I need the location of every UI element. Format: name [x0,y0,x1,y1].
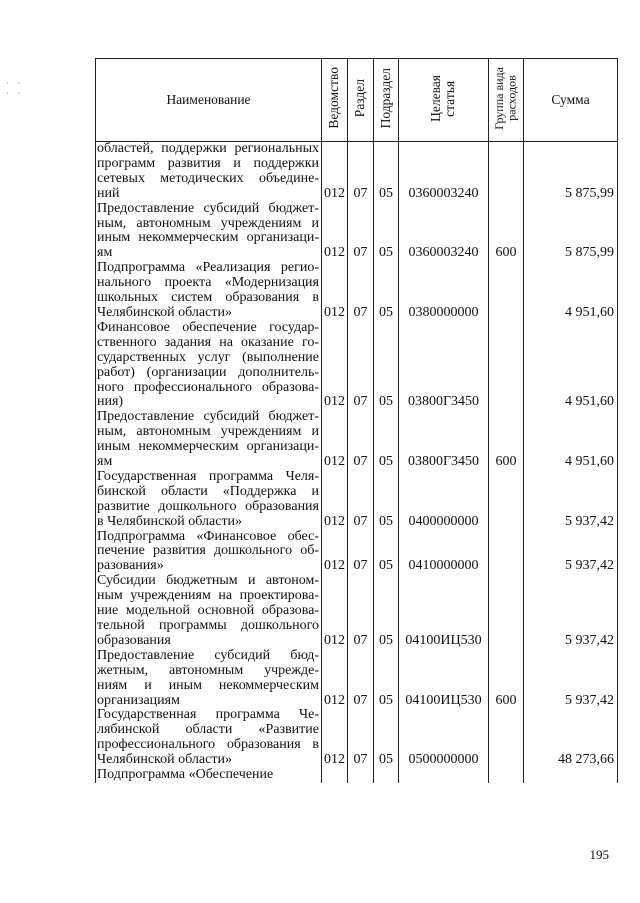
row-name [96,530,322,575]
header-razdel: Раздел [348,59,374,142]
row-name-line: Предоставление субсидий бюджет- [97,409,319,425]
row-gruppa: 600 [489,410,524,470]
row-name-line: профессионального образования в [97,737,319,753]
row-summa: 48 273,66 [524,708,618,768]
row-name-line: бинской области «Поддержка и [97,483,319,499]
row-name [96,142,322,202]
row-gruppa [489,470,524,530]
table-row [96,574,618,649]
table-header-row [96,59,618,142]
row-name-line: Предоставление субсидий бюд- [97,647,319,663]
row-summa: 4 951,60 [524,410,618,470]
row-name-line: Государственная программа Че- [97,707,319,723]
row-name-line: Государственная программа Челя- [97,468,319,484]
header-gruppa: Группа вида расходов [489,59,524,142]
row-summa: 5 937,42 [524,530,618,575]
row-razdel [348,768,374,783]
row-podrazdel: 05 [374,261,399,321]
row-razdel: 07 [348,470,374,530]
row-name-line: программ развития и поддержки [97,155,319,171]
row-name-line: ния) [97,394,124,410]
row-podrazdel: 05 [374,321,399,410]
header-podrazdel: Подраздел [374,59,399,142]
table-row [96,142,618,202]
row-name-line: нального проекта «Модернизация [97,275,319,291]
row-name-line: образования [97,632,171,648]
header-vedomstvo: Ведомство [322,59,348,142]
row-podrazdel: 05 [374,574,399,649]
row-gruppa: 600 [489,202,524,262]
row-gruppa [489,321,524,410]
row-celevaya: 0360003240 [399,202,489,262]
row-vedomstvo: 012 [322,261,348,321]
row-name-line: жетным, автономным учрежде- [97,662,319,678]
row-name-line: иным некоммерческим организаци- [97,439,319,455]
row-gruppa [489,574,524,649]
row-razdel: 07 [348,410,374,470]
row-summa: 4 951,60 [524,321,618,410]
row-celevaya [399,768,489,783]
row-name-line: Челябинской области» [97,304,232,320]
row-name-line: Челябинской области» [97,752,232,768]
row-celevaya: 0400000000 [399,470,489,530]
row-razdel: 07 [348,649,374,709]
table-row [96,649,618,709]
row-name-line: школьных систем образования в [97,290,319,306]
row-razdel: 07 [348,261,374,321]
table-row [96,321,618,410]
row-name-line: ственного задания на оказание го- [97,334,319,350]
row-name-line: ний [97,185,120,201]
row-name [96,470,322,530]
row-summa: 4 951,60 [524,261,618,321]
header-name: Наименование [96,59,322,142]
row-name-line: Финансовое обеспечение государ- [97,319,319,335]
row-vedomstvo: 012 [322,530,348,575]
row-summa: 5 875,99 [524,202,618,262]
row-gruppa: 600 [489,649,524,709]
row-name-line: ниям и иным некоммерческим [97,677,319,693]
row-celevaya: 0500000000 [399,708,489,768]
row-name-line: сетевых методических объедине- [97,170,319,186]
row-vedomstvo: 012 [322,574,348,649]
row-razdel: 07 [348,202,374,262]
row-name [96,574,322,649]
row-celevaya: 03800Г3450 [399,410,489,470]
row-vedomstvo: 012 [322,470,348,530]
table-row [96,202,618,262]
row-summa [524,768,618,783]
row-celevaya: 0380000000 [399,261,489,321]
header-summa: Сумма [524,59,618,142]
row-name-line: разования» [97,558,164,574]
table-body [96,142,618,783]
table-row [96,768,618,783]
row-name-line: лябинской области «Развитие [97,722,319,738]
row-razdel: 07 [348,530,374,575]
budget-table [95,58,618,783]
row-podrazdel: 05 [374,470,399,530]
row-name [96,410,322,470]
row-gruppa [489,530,524,575]
row-podrazdel: 05 [374,202,399,262]
page-number: 195 [589,847,609,862]
row-vedomstvo [322,768,348,783]
row-razdel: 07 [348,321,374,410]
row-celevaya: 0410000000 [399,530,489,575]
row-vedomstvo: 012 [322,708,348,768]
row-name-line: Предоставление субсидий бюджет- [97,200,319,216]
row-name-line: печение развития дошкольного об- [97,543,319,559]
row-celevaya: 04100ИЦ530 [399,574,489,649]
row-celevaya: 04100ИЦ530 [399,649,489,709]
row-name-line: Подпрограмма «Обеспечение [97,767,274,783]
row-gruppa [489,708,524,768]
table-row [96,410,618,470]
table-row [96,470,618,530]
row-summa: 5 937,42 [524,574,618,649]
row-name-line: областей, поддержки региональных [97,141,319,156]
row-podrazdel: 05 [374,142,399,202]
row-gruppa [489,142,524,202]
row-razdel: 07 [348,574,374,649]
row-name-line: ным, автономным учреждениям и [97,215,319,231]
table-row [96,261,618,321]
row-gruppa [489,261,524,321]
row-name-line: организациям [97,692,180,708]
row-name-line: ям [97,245,113,261]
row-vedomstvo: 012 [322,321,348,410]
row-name [96,768,322,783]
row-podrazdel [374,768,399,783]
row-gruppa [489,768,524,783]
row-name [96,708,322,768]
row-vedomstvo: 012 [322,142,348,202]
row-name-line: в Челябинской области» [97,513,243,529]
row-razdel: 07 [348,142,374,202]
row-name-line: Подпрограмма «Реализация регио- [97,260,319,276]
row-podrazdel: 05 [374,649,399,709]
row-vedomstvo: 012 [322,649,348,709]
row-name-line: ным, автономным учреждениям и [97,424,319,440]
scan-marks: · · · · [6,78,24,98]
row-celevaya: 03800Г3450 [399,321,489,410]
row-name-line: ям [97,454,113,470]
row-podrazdel: 05 [374,410,399,470]
row-name-line: Субсидии бюджетным и автоном- [97,573,319,589]
row-name-line: сударственных услуг (выполнение [97,349,319,365]
row-summa: 5 937,42 [524,470,618,530]
row-name-line: иным некоммерческим организаци- [97,230,319,246]
row-summa: 5 937,42 [524,649,618,709]
row-name-line: ного профессионального образова- [97,379,319,395]
row-name-line: тельной программы дошкольного [97,618,319,633]
row-name-line: работ) (организации дополнитель- [97,364,319,380]
row-summa: 5 875,99 [524,142,618,202]
row-name-line: ным учреждениям на проектирова- [97,588,319,604]
row-name [96,261,322,321]
row-podrazdel: 05 [374,530,399,575]
row-name [96,649,322,709]
row-celevaya: 0360003240 [399,142,489,202]
row-name [96,202,322,262]
table-row [96,708,618,768]
row-vedomstvo: 012 [322,410,348,470]
row-name-line: ние модельной основной образова- [97,603,319,619]
row-razdel: 07 [348,708,374,768]
header-celevaya: Целевая статья [399,59,489,142]
row-name [96,321,322,410]
row-podrazdel: 05 [374,708,399,768]
row-vedomstvo: 012 [322,202,348,262]
row-name-line: Подпрограмма «Финансовое обес- [97,528,319,544]
table-row [96,530,618,575]
row-name-line: развитие дошкольного образования [97,498,319,514]
